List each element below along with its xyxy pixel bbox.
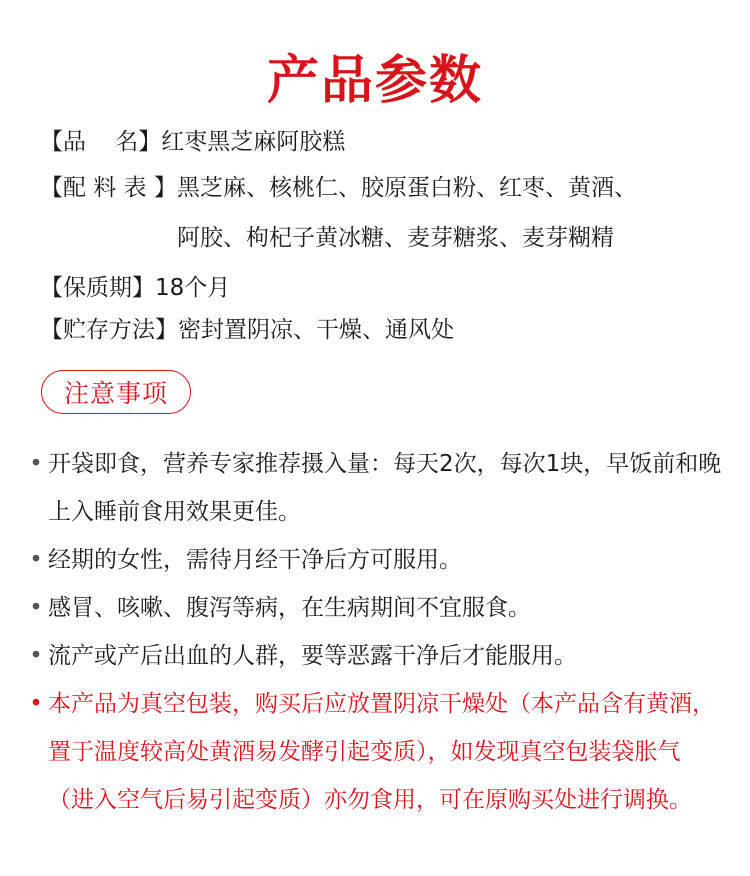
param-row-storage <box>40 312 454 348</box>
param-label-ingredients: 【配 料 表 】 <box>40 175 177 201</box>
notice-item <box>26 536 726 584</box>
param-label-name: 【品 名】 <box>40 129 162 155</box>
param-label-shelf-life: 【保质期】 <box>40 275 155 301</box>
bullet-dot-icon: • <box>29 643 43 669</box>
param-value-storage: 密封置阴凉、干燥、通风处 <box>178 317 454 343</box>
bullet-dot-icon: • <box>29 547 43 573</box>
notice-item-text: 流产或产后出血的人群，要等恶露干净后才能服用。 <box>48 643 577 669</box>
notice-item <box>26 632 726 680</box>
notice-item-text: 开袋即食，营养专家推荐摄入量：每天2次，每次1块，早饭前和晚上入睡前食用效果更佳。 <box>48 451 722 525</box>
param-value-shelf-life: 18个月 <box>155 275 231 301</box>
notice-item <box>26 440 726 536</box>
param-value-name: 红枣黑芝麻阿胶糕 <box>161 129 346 155</box>
param-row-name <box>40 124 345 160</box>
notice-badge: 注意事项 <box>41 370 191 414</box>
page-title: 产品参数 <box>266 50 483 111</box>
notice-list <box>26 440 726 824</box>
ingredients-line-2: 阿胶、枸杞子黄冰糖、麦芽糖浆、麦芽糊精 <box>176 225 614 251</box>
param-value-ingredients <box>177 170 637 263</box>
notice-item-warning <box>26 680 726 824</box>
ingredients-line-1: 黑芝麻、核桃仁、胶原蛋白粉、红枣、黄酒、 <box>176 175 637 201</box>
bullet-dot-icon: • <box>29 691 43 717</box>
bullet-dot-icon: • <box>29 595 43 621</box>
param-row-shelf-life <box>40 270 230 306</box>
notice-item <box>26 584 726 632</box>
bullet-dot-icon: • <box>29 451 43 477</box>
param-row-ingredients <box>40 170 637 263</box>
notice-item-text: 感冒、咳嗽、腹泻等病，在生病期间不宜服食。 <box>48 595 531 621</box>
notice-item-text: 本产品为真空包装，购买后应放置阴凉干燥处（本产品含有黄酒，置于温度较高处黄酒易发酵引起变质），如发现真空包装袋胀气（进入空气后易引起变质）亦勿食用，可在原购买处进行调换。 <box>48 691 715 813</box>
notice-item-text: 经期的女性，需待月经干净后方可服用。 <box>48 547 462 573</box>
param-label-storage: 【贮存方法】 <box>40 317 178 343</box>
